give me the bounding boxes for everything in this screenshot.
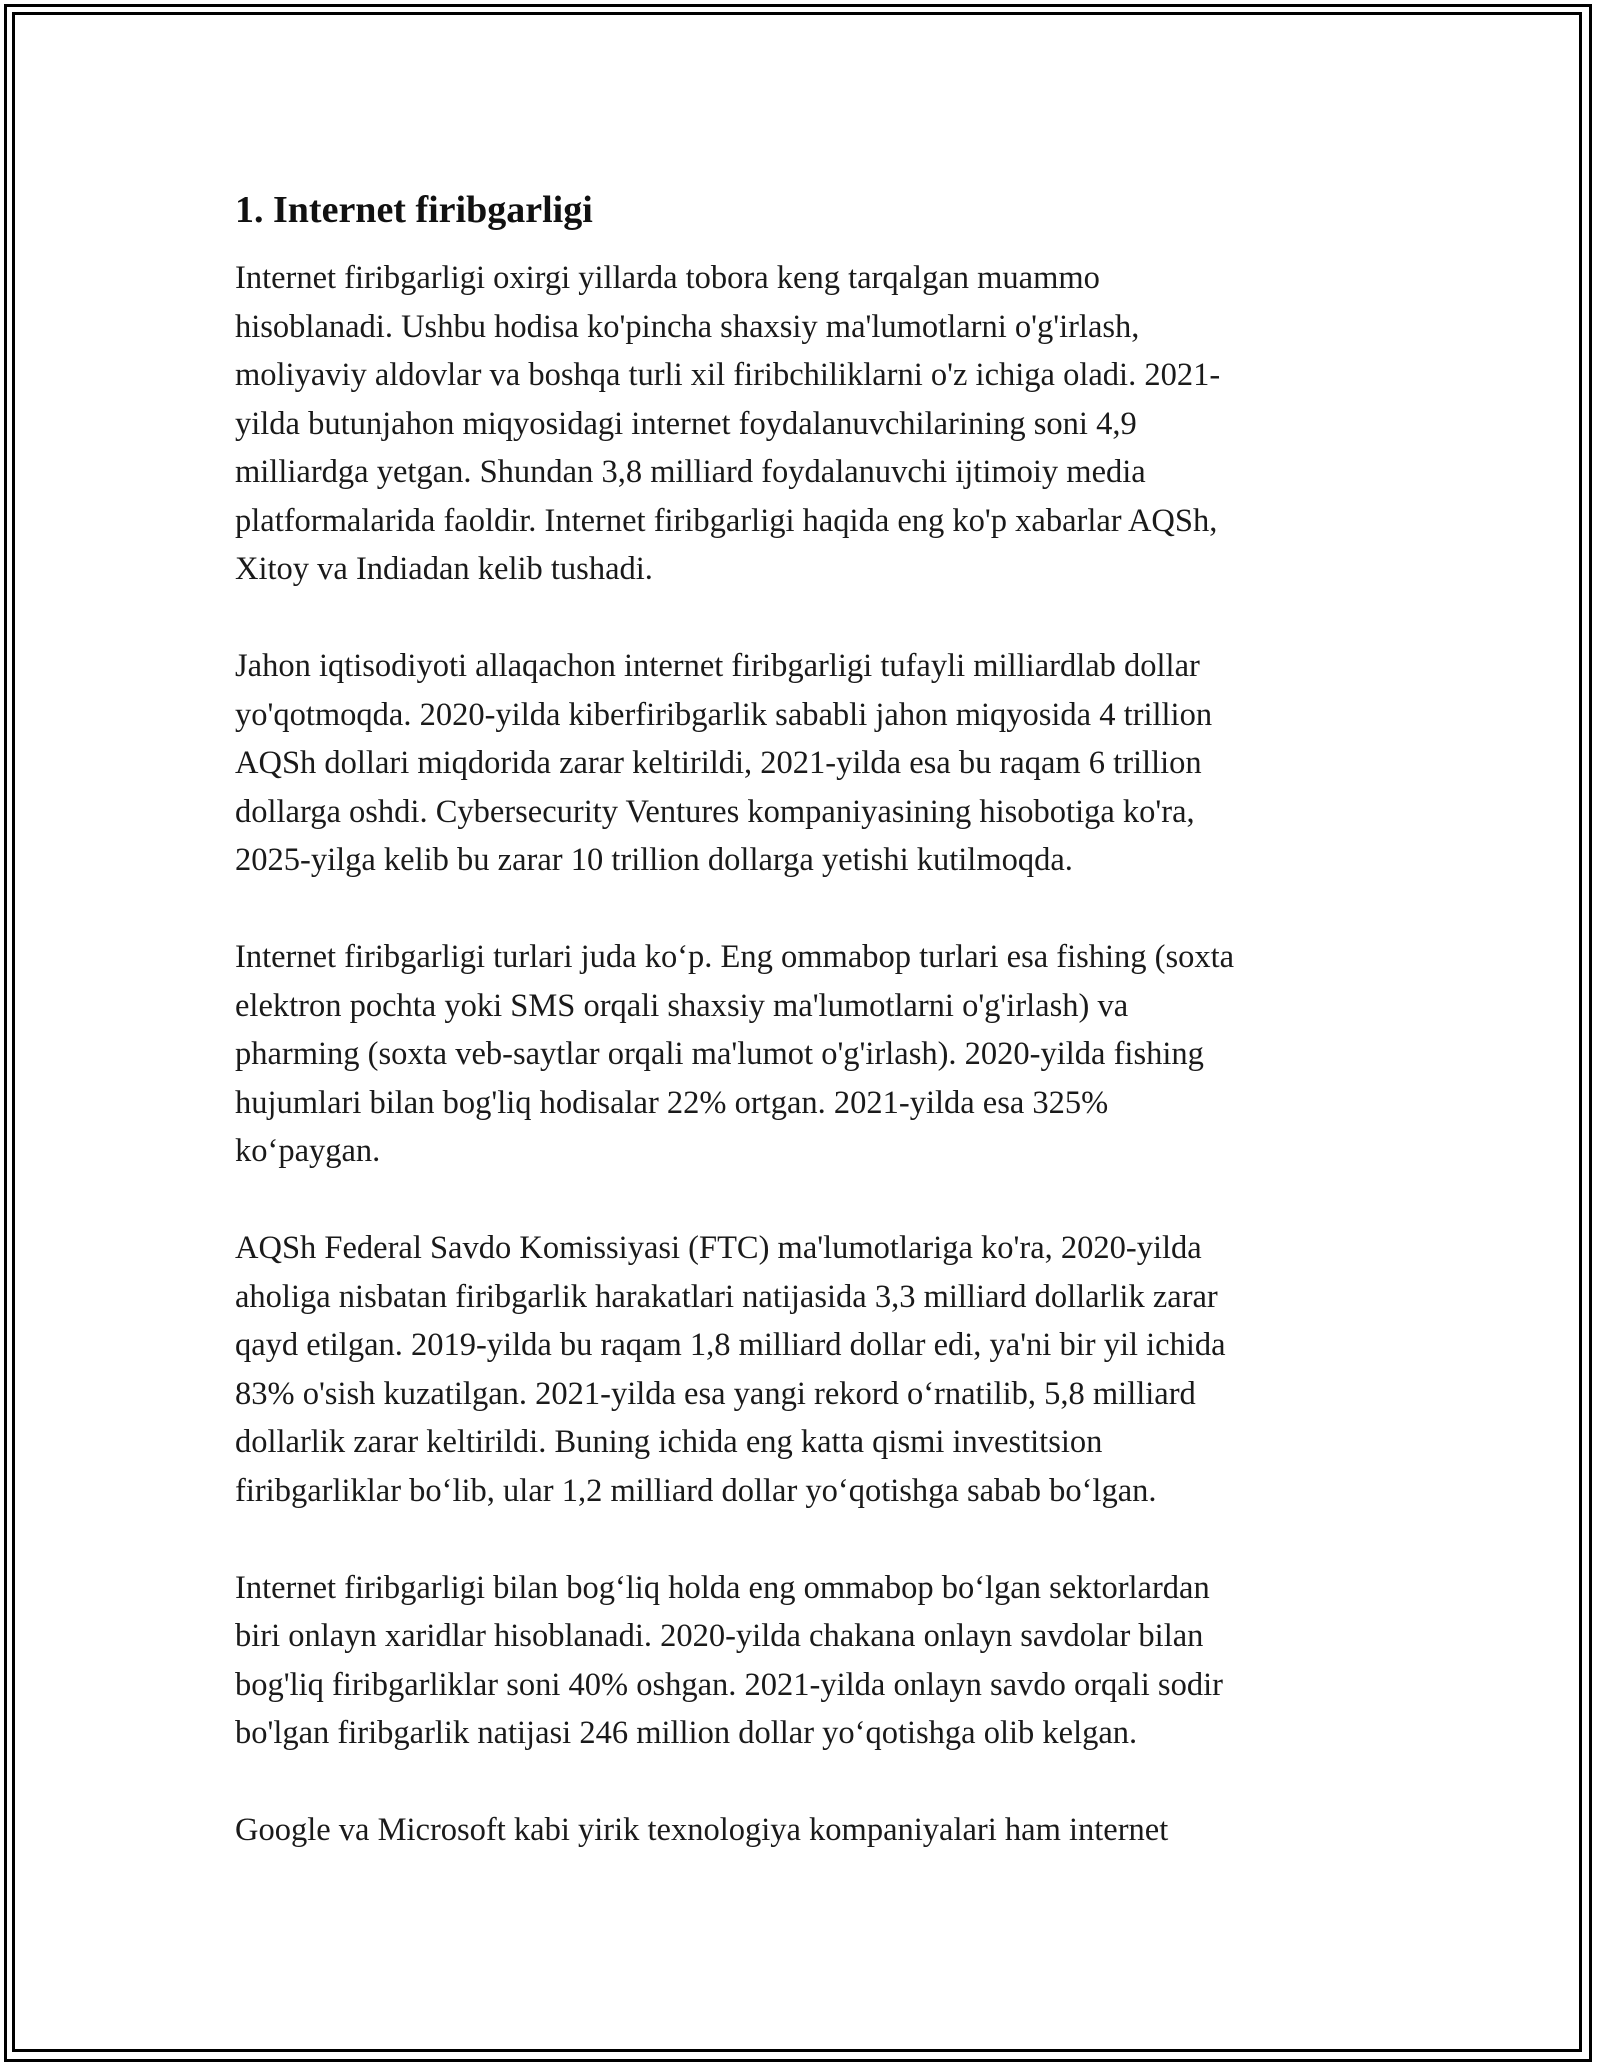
paragraph-3 — [235, 933, 1385, 1176]
text-line: Jahon iqtisodiyoti allaqachon internet firibgarligi tufayli milliardlab dollar — [235, 648, 1200, 684]
paragraph-5 — [235, 1564, 1385, 1758]
text-line: firibgarliklar boʻlib, ular 1,2 milliard dollar yoʻqotishga sabab boʻlgan. — [235, 1472, 1157, 1509]
text-line: koʻpaygan. — [235, 1133, 381, 1169]
text-line: Internet firibgarligi oxirgi yillarda tobora keng tarqalgan muammo — [235, 260, 1100, 296]
text-line: yo'qotmoqda. 2020-yilda kiberfiribgarlik sababli jahon miqyosida 4 trillion — [235, 696, 1213, 733]
text-line: aholiga nisbatan firibgarlik harakatlari natijasida 3,3 milliard dollarlik zarar — [235, 1278, 1218, 1315]
text-line: platformalarida faoldir. Internet firibgarligi haqida eng ko'p xabarlar AQSh, — [235, 502, 1218, 539]
section-heading: 1. Internet firibgarligi — [235, 189, 593, 231]
text-line: pharming (soxta veb-saytlar orqali ma'lumot o'g'irlash). 2020-yilda fishing — [235, 1036, 1204, 1072]
text-line: bo'lgan firibgarlik natijasi 246 million dollar yoʻqotishga olib kelgan. — [235, 1715, 1138, 1751]
text-line: 83% o'sish kuzatilgan. 2021-yilda esa yangi rekord oʻrnatilib, 5,8 milliard — [235, 1375, 1196, 1412]
text-line: hisoblanadi. Ushbu hodisa ko'pincha shaxsiy ma'lumotlarni o'g'irlash, — [235, 308, 1140, 345]
text-line: dollarlik zarar keltirildi. Buning ichida eng katta qismi investitsion — [235, 1424, 1103, 1460]
paragraph-1 — [235, 254, 1385, 594]
text-line: Internet firibgarligi turlari juda koʻp. Eng ommabop turlari esa fishing (soxta — [235, 939, 1235, 975]
text-line: yilda butunjahon miqyosidagi internet foydalanuvchilarining soni 4,9 — [235, 405, 1137, 442]
text-line: bog'liq firibgarliklar soni 40% oshgan. 2021-yilda onlayn savdo orqali sodir — [235, 1666, 1223, 1703]
text-line: Google va Microsoft kabi yirik texnologiya kompaniyalari ham internet — [235, 1812, 1169, 1848]
document-body — [235, 186, 1385, 1903]
text-line: milliardga yetgan. Shundan 3,8 milliard foydalanuvchi ijtimoiy media — [235, 454, 1146, 490]
text-line: 2025-yilga kelib bu zarar 10 trillion dollarga yetishi kutilmoqda. — [235, 842, 1073, 878]
text-line: hujumlari bilan bog'liq hodisalar 22% ortgan. 2021-yilda esa 325% — [235, 1084, 1109, 1121]
text-line: elektron pochta yoki SMS orqali shaxsiy ma'lumotlarni o'g'irlash) va — [235, 987, 1129, 1024]
paragraph-4 — [235, 1224, 1385, 1515]
text-line: moliyaviy aldovlar va boshqa turli xil firibchiliklarni o'z ichiga oladi. 2021- — [235, 357, 1221, 393]
paragraph-2 — [235, 642, 1385, 885]
text-line: AQSh dollari miqdorida zarar keltirildi, 2021-yilda esa bu raqam 6 trillion — [235, 745, 1202, 781]
text-line: biri onlayn xaridlar hisoblanadi. 2020-yilda chakana onlayn savdolar bilan — [235, 1618, 1204, 1654]
text-line: Internet firibgarligi bilan bogʻliq holda eng ommabop boʻlgan sektorlardan — [235, 1569, 1210, 1606]
paragraph-6 — [235, 1806, 1385, 1855]
text-line: AQSh Federal Savdo Komissiyasi (FTC) ma'lumotlariga ko'ra, 2020-yilda — [235, 1230, 1202, 1266]
text-line: qayd etilgan. 2019-yilda bu raqam 1,8 milliard dollar edi, ya'ni bir yil ichida — [235, 1327, 1226, 1363]
text-line: dollarga oshdi. Cybersecurity Ventures kompaniyasining hisobotiga ko'ra, — [235, 793, 1195, 830]
text-line: Xitoy va Indiadan kelib tushadi. — [235, 551, 653, 587]
